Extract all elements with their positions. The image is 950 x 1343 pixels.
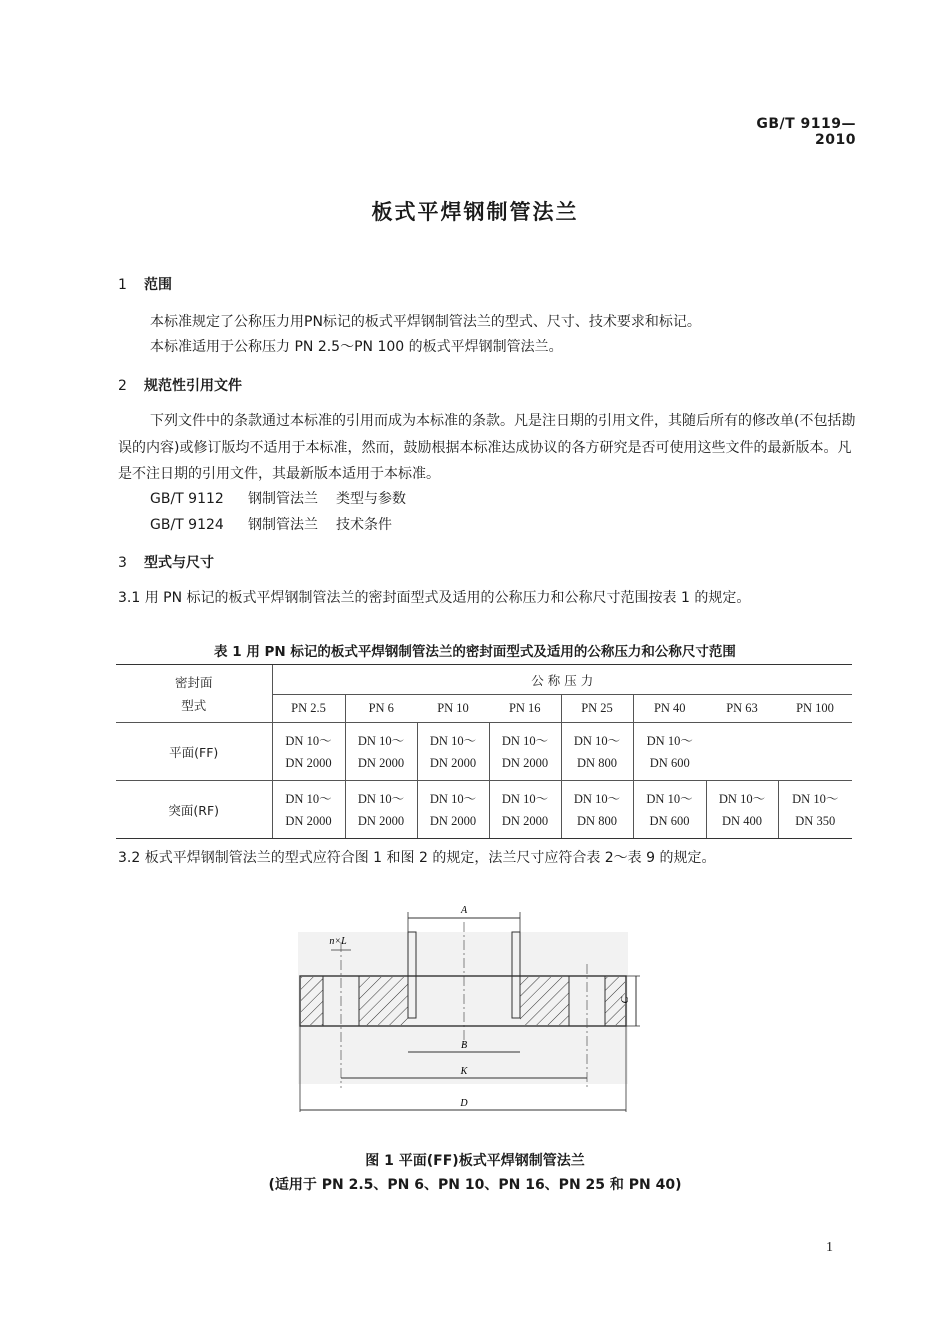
label-nl: n×L xyxy=(329,936,347,947)
section-2-para: 下列文件中的条款通过本标准的引用而成为本标准的条款。凡是注日期的引用文件，其随后所有的修改单(不包括勘误的内容)或修订版均不适用于本标准，然而，鼓励根据本标准达成协议的各方研究是否可使用这些文件的最新版本。凡是不注日期的引用文件，其最新版本适用于本标准。 xyxy=(118,413,856,482)
page-title: 板式平焊钢制管法兰 xyxy=(371,200,579,224)
table-cell: DN 10～ DN 2000 xyxy=(345,781,417,839)
pressure-pn16: PN 16 xyxy=(489,695,561,723)
figure-1-subcaption: (适用于 PN 2.5、PN 6、PN 10、PN 16、PN 25 和 PN 40) xyxy=(268,1177,682,1193)
table-cell xyxy=(706,723,778,781)
table-cell: DN 10～ DN 2000 xyxy=(489,781,561,839)
table-cell: DN 10～ DN 600 xyxy=(633,781,706,839)
pressure-pn40: PN 40 xyxy=(633,695,706,723)
standard-number: GB/T 9119—2010 xyxy=(756,116,856,148)
pressure-pn6: PN 6 xyxy=(345,695,417,723)
section-1-heading xyxy=(118,274,172,294)
section-2-heading xyxy=(118,375,242,395)
table-row-rf xyxy=(116,781,852,839)
section-1-para-2: 本标准适用于公称压力 PN 2.5～PN 100 的板式平焊钢制管法兰。 xyxy=(150,339,563,355)
section-2-number: 2 xyxy=(118,378,127,394)
pressure-pn63: PN 63 xyxy=(706,695,778,723)
section-1-title: 范围 xyxy=(144,277,172,293)
label-d: D xyxy=(460,1098,468,1109)
table-cell: DN 10～ DN 600 xyxy=(633,723,706,781)
flange-section xyxy=(359,977,408,1025)
table-cell: DN 10～ DN 2000 xyxy=(417,781,489,839)
reference-2-code: GB/T 9124 xyxy=(150,517,224,533)
table-cell: DN 10～ DN 2000 xyxy=(345,723,417,781)
pressure-pn100: PN 100 xyxy=(778,695,852,723)
label-a: A xyxy=(460,905,468,916)
reference-2-desc: 技术条件 xyxy=(336,517,392,533)
flange-section xyxy=(520,977,569,1025)
reference-1-name: 钢制管法兰 xyxy=(248,491,318,507)
flange-drawing xyxy=(290,898,640,1120)
pressure-pn10: PN 10 xyxy=(417,695,489,723)
row-rf-type: 突面(RF) xyxy=(116,781,272,839)
reference-1-code: GB/T 9112 xyxy=(150,491,224,507)
figure-1-caption: 图 1 平面(FF)板式平焊钢制管法兰 xyxy=(365,1153,585,1169)
flange-section xyxy=(301,977,323,1025)
clause-3-1: 3.1 用 PN 标记的板式平焊钢制管法兰的密封面型式及适用的公称压力和公称尺寸范围按表 1 的规定。 xyxy=(118,590,751,606)
row-ff-type: 平面(FF) xyxy=(116,723,272,781)
page-number: 1 xyxy=(826,1240,833,1255)
reference-1-desc: 类型与参数 xyxy=(336,491,406,507)
table-1 xyxy=(116,664,852,839)
table-cell: DN 10～ DN 400 xyxy=(706,781,778,839)
section-1-number: 1 xyxy=(118,277,127,293)
clause-3-2: 3.2 板式平焊钢制管法兰的型式应符合图 1 和图 2 的规定，法兰尺寸应符合表 2～表 9 的规定。 xyxy=(118,850,716,866)
reference-2-name: 钢制管法兰 xyxy=(248,517,318,533)
reference-2 xyxy=(150,514,392,534)
section-3-number: 3 xyxy=(118,555,127,571)
table-header-nominal-pressure: 公 称 压 力 xyxy=(272,665,852,695)
pressure-pn2-5: PN 2.5 xyxy=(272,695,345,723)
table-cell: DN 10～ DN 800 xyxy=(561,781,633,839)
label-c: C xyxy=(620,996,631,1004)
label-b: B xyxy=(460,1040,468,1051)
table-cell xyxy=(778,723,852,781)
table-cell: DN 10～ DN 2000 xyxy=(417,723,489,781)
reference-1 xyxy=(150,488,406,508)
table-cell: DN 10～ DN 800 xyxy=(561,723,633,781)
table-row-ff xyxy=(116,723,852,781)
table-cell: DN 10～ DN 2000 xyxy=(489,723,561,781)
table-header-seal-type: 密封面 型式 xyxy=(116,665,272,723)
section-3-heading xyxy=(118,552,214,572)
section-1-para-1: 本标准规定了公称压力用PN标记的板式平焊钢制管法兰的型式、尺寸、技术要求和标记。 xyxy=(150,314,701,330)
label-k: K xyxy=(460,1066,468,1077)
table-cell: DN 10～ DN 2000 xyxy=(272,781,345,839)
table-cell: DN 10～ DN 350 xyxy=(778,781,852,839)
pressure-pn25: PN 25 xyxy=(561,695,633,723)
section-2-title: 规范性引用文件 xyxy=(144,378,242,394)
drawing-background xyxy=(298,932,628,1084)
section-3-title: 型式与尺寸 xyxy=(144,555,214,571)
table-1-caption: 表 1 用 PN 标记的板式平焊钢制管法兰的密封面型式及适用的公称压力和公称尺寸范围 xyxy=(214,644,736,660)
table-cell: DN 10～ DN 2000 xyxy=(272,723,345,781)
